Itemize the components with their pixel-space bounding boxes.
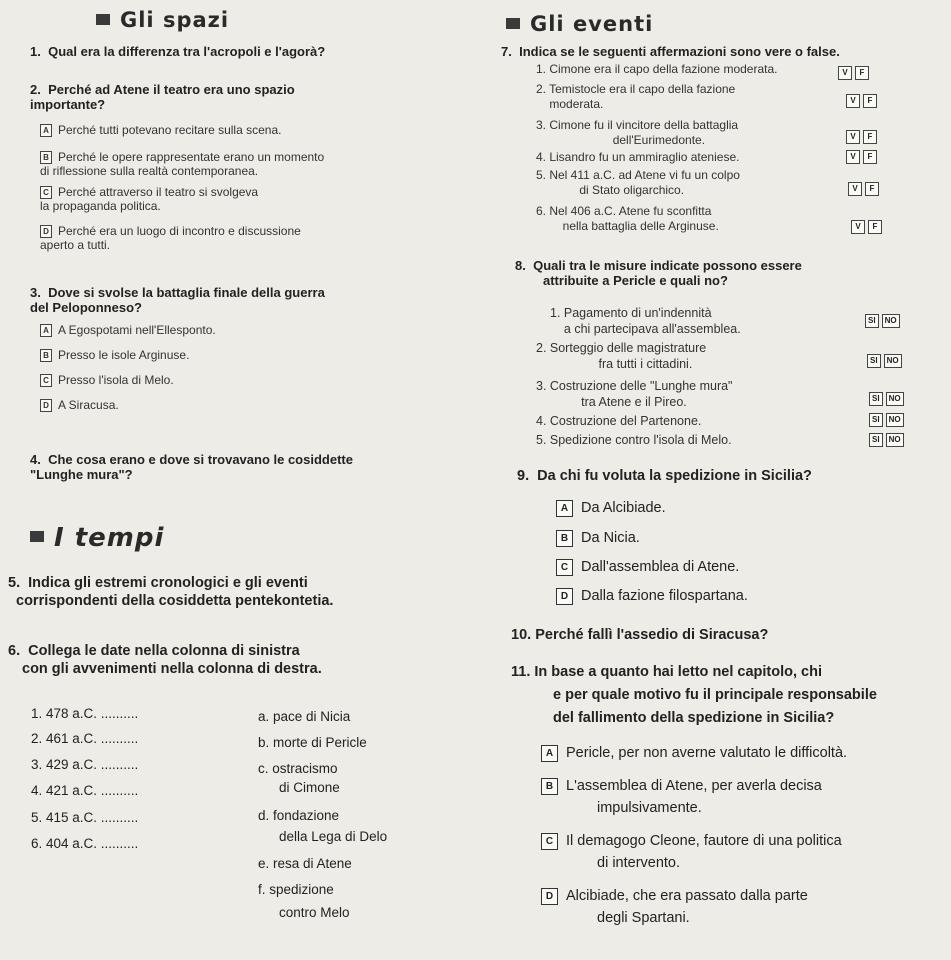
date-1[interactable]: 1. 478 a.C. .......... bbox=[31, 706, 139, 721]
q2-option-b[interactable] bbox=[40, 150, 324, 178]
false-box[interactable]: F bbox=[863, 94, 877, 108]
q7-vf-1 bbox=[835, 62, 869, 80]
true-box[interactable]: V bbox=[848, 182, 862, 196]
q7-item-1 bbox=[536, 62, 777, 76]
statement-text: 3. Cimone fu il vincitore della battaglia bbox=[536, 118, 739, 132]
q11-option-b[interactable] bbox=[541, 775, 822, 819]
section-header-eventi bbox=[506, 12, 653, 36]
statement-text: moderata. bbox=[549, 97, 604, 111]
q9-option-d[interactable] bbox=[556, 587, 748, 606]
q9-option-b[interactable] bbox=[556, 529, 640, 548]
question-number: 4. bbox=[30, 452, 41, 467]
question-text: Quali tra le misure indicate possono essere bbox=[533, 258, 802, 273]
option-text: Da Nicia. bbox=[581, 530, 640, 546]
option-checkbox[interactable]: A bbox=[556, 500, 573, 517]
q7-item-4 bbox=[536, 150, 739, 164]
statement-text: 1. Pagamento di un'indennità bbox=[550, 306, 712, 320]
q3-option-a[interactable] bbox=[40, 323, 216, 337]
option-checkbox[interactable]: B bbox=[40, 349, 52, 362]
question-number: 10. bbox=[511, 627, 532, 643]
q9-option-c[interactable] bbox=[556, 558, 739, 577]
question-7 bbox=[501, 44, 840, 59]
q7-item-6 bbox=[536, 204, 719, 234]
question-1 bbox=[30, 44, 325, 59]
event-c: c. ostracismo bbox=[258, 761, 338, 776]
option-text: degli Spartani. bbox=[597, 910, 690, 926]
option-checkbox[interactable]: C bbox=[40, 186, 52, 199]
q8-sino-5 bbox=[866, 429, 904, 447]
question-text: Dove si svolse la battaglia finale della guerra bbox=[48, 285, 325, 300]
statement-text: 2. Sorteggio delle magistrature bbox=[536, 341, 707, 355]
option-text: A Egospotami nell'Ellesponto. bbox=[58, 323, 216, 337]
question-3 bbox=[30, 285, 325, 315]
option-checkbox[interactable]: B bbox=[556, 530, 573, 547]
q7-vf-5 bbox=[845, 178, 879, 196]
question-text: Indica se le seguenti affermazioni sono vere o false. bbox=[519, 44, 840, 59]
yes-box[interactable]: SI bbox=[869, 392, 883, 406]
question-text: Perché fallì l'assedio di Siracusa? bbox=[535, 627, 769, 643]
statement-text: 4. Lisandro fu un ammiraglio ateniese. bbox=[536, 150, 740, 164]
section-header-spazi bbox=[96, 8, 229, 32]
option-text: Perché le opere rappresentate erano un momento bbox=[58, 150, 325, 164]
q3-option-c[interactable] bbox=[40, 373, 174, 387]
statement-text: 5. Spedizione contro l'isola di Melo. bbox=[536, 433, 732, 447]
option-text: Dalla fazione filospartana. bbox=[581, 588, 748, 604]
option-text: la propaganda politica. bbox=[40, 199, 161, 214]
q9-option-a[interactable] bbox=[556, 499, 666, 518]
question-text: Indica gli estremi cronologici e gli eventi bbox=[28, 575, 308, 591]
q11-option-c[interactable] bbox=[541, 830, 842, 874]
section-header-tempi bbox=[30, 523, 164, 553]
question-5 bbox=[8, 574, 333, 610]
section-square-icon bbox=[96, 14, 110, 25]
question-6 bbox=[8, 642, 322, 678]
q8-item-3 bbox=[536, 378, 733, 410]
yes-box[interactable]: SI bbox=[869, 433, 883, 447]
q7-vf-6 bbox=[848, 216, 882, 234]
no-box[interactable]: NO bbox=[886, 433, 904, 447]
question-text: corrispondenti della cosiddetta pentekontetia. bbox=[16, 593, 334, 609]
date-2[interactable]: 2. 461 a.C. .......... bbox=[31, 731, 139, 746]
statement-text: dell'Eurimedonte. bbox=[612, 133, 706, 147]
section-title: I tempi bbox=[54, 523, 165, 553]
statement-text: 1. Cimone era il capo della fazione moderata. bbox=[536, 62, 778, 76]
option-text: A Siracusa. bbox=[58, 398, 119, 412]
event-f-cont: contro Melo bbox=[279, 905, 350, 920]
option-text: di intervento. bbox=[597, 855, 681, 871]
question-2 bbox=[30, 82, 295, 112]
no-box[interactable]: NO bbox=[886, 413, 904, 427]
statement-text: 6. Nel 406 a.C. Atene fu sconfitta bbox=[536, 204, 712, 218]
question-text: Perché ad Atene il teatro era uno spazio bbox=[48, 82, 295, 97]
yes-box[interactable]: SI bbox=[867, 354, 881, 368]
statement-text: 4. Costruzione del Partenone. bbox=[536, 414, 702, 428]
q2-option-a[interactable] bbox=[40, 123, 281, 137]
question-number: 2. bbox=[30, 82, 41, 97]
question-text: In base a quanto hai letto nel capitolo, chi bbox=[534, 664, 823, 680]
option-text: Presso le isole Arginuse. bbox=[58, 348, 190, 362]
statement-text: fra tutti i cittadini. bbox=[598, 357, 693, 371]
date-4[interactable]: 4. 421 a.C. .......... bbox=[31, 783, 139, 798]
q3-option-b[interactable] bbox=[40, 348, 189, 362]
question-number: 1. bbox=[30, 44, 41, 59]
q11-option-d[interactable] bbox=[541, 885, 808, 929]
q8-item-5 bbox=[536, 433, 732, 447]
option-text: Dall'assemblea di Atene. bbox=[581, 559, 740, 575]
true-box[interactable]: V bbox=[838, 66, 852, 80]
question-text: Da chi fu voluta la spedizione in Sicilia? bbox=[537, 468, 812, 484]
question-text: attribuite a Pericle e quali no? bbox=[543, 273, 728, 288]
option-checkbox[interactable]: A bbox=[40, 324, 52, 337]
option-checkbox[interactable]: D bbox=[40, 399, 52, 412]
option-text: Da Alcibiade. bbox=[581, 500, 666, 516]
statement-text: nella battaglia delle Arginuse. bbox=[562, 219, 719, 233]
question-text: importante? bbox=[30, 97, 106, 112]
option-text: di riflessione sulla realtà contemporanea. bbox=[40, 164, 259, 179]
date-6[interactable]: 6. 404 a.C. .......... bbox=[31, 836, 139, 851]
option-checkbox[interactable]: C bbox=[556, 559, 573, 576]
q7-vf-2 bbox=[843, 90, 877, 108]
q8-item-1 bbox=[550, 305, 741, 337]
option-text: Presso l'isola di Melo. bbox=[58, 373, 174, 387]
question-text: con gli avvenimenti nella colonna di destra. bbox=[22, 661, 322, 677]
option-text: impulsivamente. bbox=[597, 800, 702, 816]
option-text: Il demagogo Cleone, fautore di una politica bbox=[566, 833, 842, 849]
statement-text: di Stato oligarchico. bbox=[579, 183, 685, 197]
question-9 bbox=[517, 467, 812, 485]
false-box[interactable]: F bbox=[855, 66, 869, 80]
option-checkbox[interactable]: C bbox=[40, 374, 52, 387]
false-box[interactable]: F bbox=[863, 130, 877, 144]
question-text: Collega le date nella colonna di sinistra bbox=[28, 643, 300, 659]
option-checkbox[interactable]: B bbox=[40, 151, 52, 164]
question-number: 8. bbox=[515, 258, 526, 273]
question-text: del fallimento della spedizione in Sicilia? bbox=[553, 710, 835, 726]
option-checkbox[interactable]: D bbox=[556, 588, 573, 605]
q7-item-5 bbox=[536, 168, 740, 198]
event-d-cont: della Lega di Delo bbox=[279, 829, 388, 844]
q2-option-c[interactable] bbox=[40, 185, 258, 213]
q7-item-2 bbox=[536, 82, 735, 112]
option-checkbox[interactable]: D bbox=[40, 225, 52, 238]
q8-sino-3 bbox=[866, 388, 904, 406]
question-text: del Peloponneso? bbox=[30, 300, 142, 315]
option-checkbox[interactable]: A bbox=[40, 124, 52, 137]
false-box[interactable]: F bbox=[868, 220, 882, 234]
statement-text: 5. Nel 411 a.C. ad Atene vi fu un colpo bbox=[536, 168, 740, 182]
statement-text: 2. Temistocle era il capo della fazione bbox=[536, 82, 736, 96]
q8-item-2 bbox=[536, 340, 706, 372]
option-checkbox[interactable]: B bbox=[541, 778, 558, 795]
no-box[interactable]: NO bbox=[882, 314, 900, 328]
no-box[interactable]: NO bbox=[886, 392, 904, 406]
event-b: b. morte di Pericle bbox=[258, 735, 367, 750]
question-8 bbox=[515, 258, 802, 288]
section-square-icon bbox=[30, 531, 44, 542]
event-e: e. resa di Atene bbox=[258, 856, 352, 871]
true-box[interactable]: V bbox=[851, 220, 865, 234]
yes-box[interactable]: SI bbox=[865, 314, 879, 328]
option-text: Pericle, per non averne valutato le difficoltà. bbox=[566, 745, 848, 761]
section-square-icon bbox=[506, 18, 520, 29]
option-checkbox[interactable]: D bbox=[541, 888, 558, 905]
date-3[interactable]: 3. 429 a.C. .......... bbox=[31, 757, 139, 772]
option-text: L'assemblea di Atene, per averla decisa bbox=[566, 778, 822, 794]
question-number: 7. bbox=[501, 44, 512, 59]
event-a: a. pace di Nicia bbox=[258, 709, 351, 724]
q7-vf-4 bbox=[843, 146, 877, 164]
question-number: 5. bbox=[8, 575, 21, 591]
q8-sino-4 bbox=[866, 409, 904, 427]
option-checkbox[interactable]: A bbox=[541, 745, 558, 762]
q8-item-4 bbox=[536, 414, 701, 428]
option-text: Perché attraverso il teatro si svolgeva bbox=[58, 185, 259, 199]
question-4 bbox=[30, 452, 353, 482]
question-number: 3. bbox=[30, 285, 41, 300]
q7-vf-3 bbox=[843, 126, 877, 144]
question-11 bbox=[511, 661, 877, 730]
statement-text: a chi partecipava all'assemblea. bbox=[563, 322, 741, 336]
q8-sino-2 bbox=[864, 350, 902, 368]
question-text: Che cosa erano e dove si trovavano le cosiddette bbox=[48, 452, 353, 467]
true-box[interactable]: V bbox=[846, 94, 860, 108]
false-box[interactable]: F bbox=[865, 182, 879, 196]
true-box[interactable]: V bbox=[846, 130, 860, 144]
q2-option-d[interactable] bbox=[40, 224, 301, 252]
q7-item-3 bbox=[536, 118, 738, 148]
statement-text: 3. Costruzione delle "Lunghe mura" bbox=[536, 379, 733, 393]
event-d: d. fondazione bbox=[258, 808, 340, 823]
question-number: 9. bbox=[517, 468, 530, 484]
section-title: Gli spazi bbox=[120, 8, 230, 32]
no-box[interactable]: NO bbox=[884, 354, 902, 368]
option-checkbox[interactable]: C bbox=[541, 833, 558, 850]
question-number: 11. bbox=[511, 664, 531, 680]
option-text: Alcibiade, che era passato dalla parte bbox=[566, 888, 808, 904]
q8-sino-1 bbox=[862, 310, 900, 328]
question-text: "Lunghe mura"? bbox=[30, 467, 133, 482]
question-text: Qual era la differenza tra l'acropoli e l'agorà? bbox=[48, 44, 326, 59]
option-text: Perché era un luogo di incontro e discussione bbox=[58, 224, 301, 238]
q11-option-a[interactable] bbox=[541, 744, 847, 763]
date-5[interactable]: 5. 415 a.C. .......... bbox=[31, 810, 139, 825]
statement-text: tra Atene e il Pireo. bbox=[581, 395, 687, 409]
option-text: Perché tutti potevano recitare sulla scena. bbox=[58, 123, 282, 137]
question-number: 6. bbox=[8, 643, 21, 659]
section-title: Gli eventi bbox=[530, 12, 654, 36]
event-f: f. spedizione bbox=[258, 882, 334, 897]
event-c-cont: di Cimone bbox=[279, 780, 340, 795]
yes-box[interactable]: SI bbox=[869, 413, 883, 427]
false-box[interactable]: F bbox=[863, 150, 877, 164]
q3-option-d[interactable] bbox=[40, 398, 119, 412]
question-10 bbox=[511, 626, 768, 644]
true-box[interactable]: V bbox=[846, 150, 860, 164]
question-text: e per quale motivo fu il principale responsabile bbox=[553, 687, 877, 703]
option-text: aperto a tutti. bbox=[40, 238, 111, 253]
